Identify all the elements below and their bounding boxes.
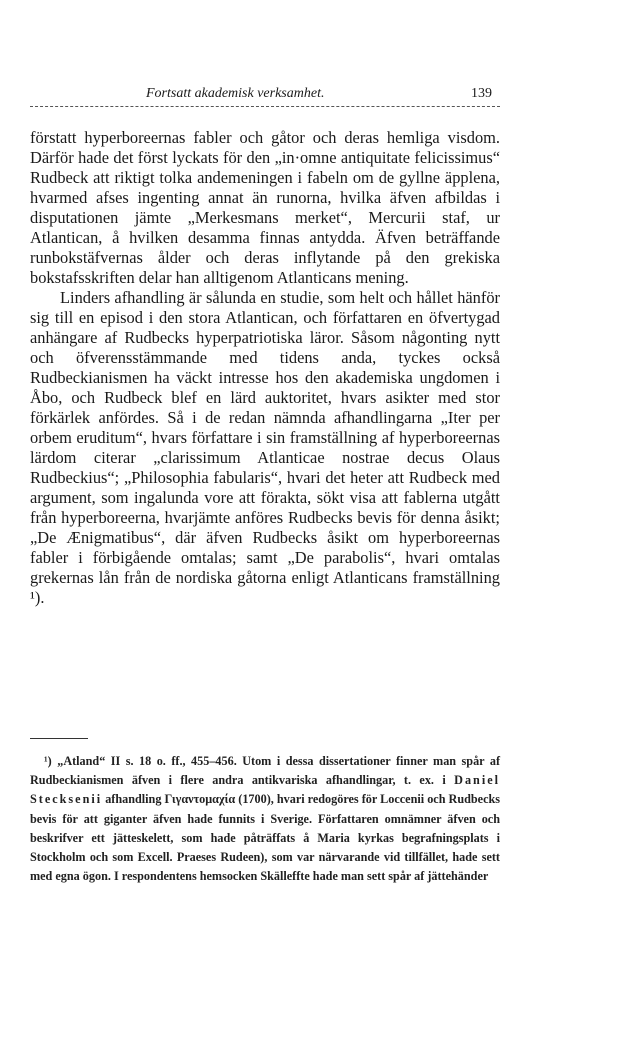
header-rule [30,106,500,107]
footnote [30,752,500,886]
footnote-divider [30,738,88,739]
running-head [30,86,498,106]
footnote-marker: ¹) [44,754,52,768]
page-number: 139 [471,86,492,101]
footnote-part-1: „Atland“ II s. 18 o. ff., 455–456. Utom i dessa dissertationer finner man spår af Rudbeckianismen äfven i flere andra antikvariska afhandlingar, t. ex. i [30,754,501,788]
main-text [30,128,500,608]
footnote-author: Daniel Stecksenii [30,773,500,807]
footnote-text [30,752,500,886]
paragraph-1: förstatt hyperboreernas fabler och gåtor och deras hemliga visdom. Därför hade det först lyckats för den „in·omne antiquitate felicissimus“ Rudbeck att riktigt tolka andemeningen i fabeln om de gyllne äpplena, hvarmed afses ingenting annat än runorna, hvilka äfven afbildas i disputationen jämte „Merkesmans merket“, Mercurii staf, ur Atlantican, å hvilken desamma finnas antydda. Äfven beträffande runbokstäfvernas ålder och deras inflytande på den grekiska bokstafsskriften delar han alltigenom Atlanticans mening. [30,128,500,287]
footnote-part-2: afhandling [105,792,162,807]
paragraph-2 [30,288,500,608]
footnote-part-3: (1700), hvari redogöres för Loccenii och Rudbecks bevis för att giganter äfven hade funnits i Sverige. Författaren omnämner äfven och beskrifver ett jätteskelett, som hade påträffats å Maria kyrkas begrafningsplats i Stockholm och som Excell. Praeses Rudeen), som var närvarande vid tillfället, hade sett med egna ögon. I respondentens hemsocken Skälleffte hade man sett spår af jättehänder [30,792,501,884]
footnote-reference: ¹). [30,588,45,607]
paragraph-2-text: Linders afhandling är sålunda en studie, som helt och hållet hänför sig till en episod i den stora Atlantican, och författaren en öfvertygad anhängare af Rudbecks hyperpatriotiska läror. Såsom någonting nytt och öfverensstämmande med tidens anda, tyckes också Rudbeckianismen ha väckt intresse hos den akademiska ungdomen i Åbo, och Rudbeck blef en lärd auktoritet, hvars asikter med stor förkärlek anfördes. Så i de redan nämnda afhandlingarna „Iter per orbem eruditum“, hvars författare i sin framställning af hyperboreernas lärdom citerar „clarissimum Atlanticae nostrae decus Olaus Rudbeckius“; „Philosophia fabularis“, hvari det heter att Rudbeck med argument, som ingalunda vore att förakta, sökt visa att fablerna utgått från hyperboreerna, hvarjämte anföres Rudbecks bevis för denna åsikt; „De Ænigmatibus“, där äfven Rudbecks åsikt om hyperboreernas fabler i förbigående omtalas; samt „De parabolis“, hvari omtalas grekernas lån från de nordiska gåtorna enligt Atlanticans framställning [30,288,500,587]
footnote-greek-title: Γιγαντομαχία [164,792,236,807]
running-title: Fortsatt akademisk verksamhet. [146,86,325,101]
